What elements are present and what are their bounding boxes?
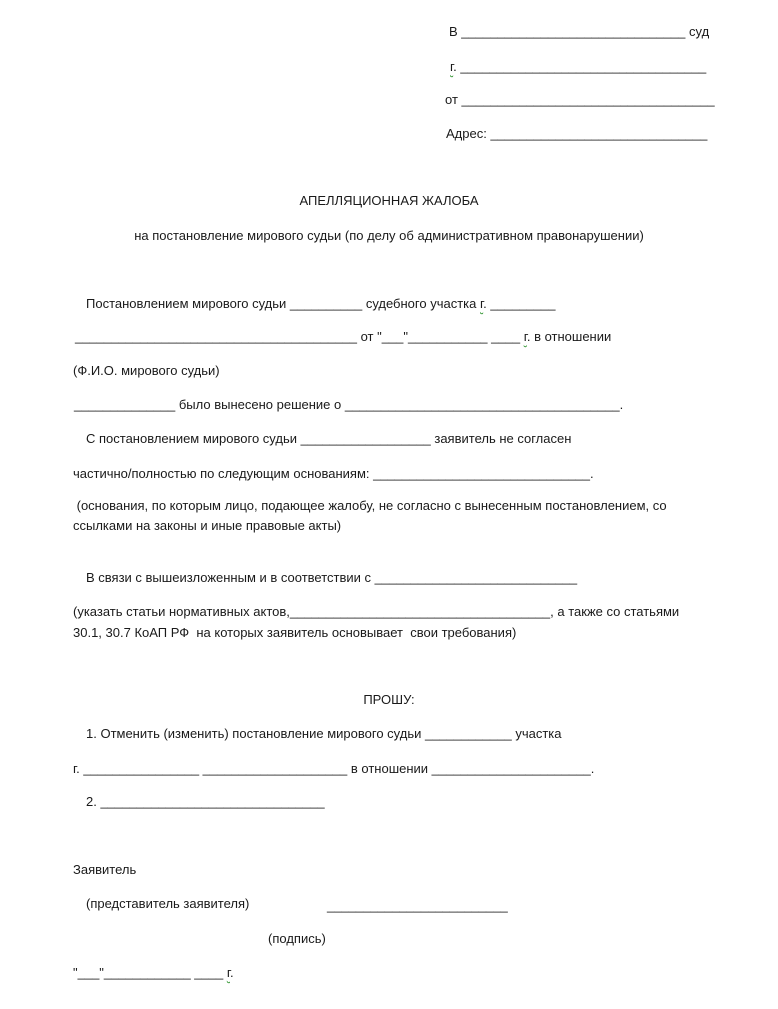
body-para-1 xyxy=(86,296,555,312)
grounds-caption-line-1: (основания, по которым лицо, подающее жалобу, не согласно с вынесенным постановлением, со xyxy=(73,498,667,513)
request-item-1-cont: г. ________________ ____________________ в отношении ______________________. xyxy=(73,761,595,776)
body-para-2 xyxy=(75,329,611,345)
body-para-8: В связи с вышеизложенным и в соответствии с ____________________________ xyxy=(86,570,578,585)
body-para-2-city: г xyxy=(523,329,527,344)
signature-line: _________________________ xyxy=(327,898,508,913)
statutes-caption-line-1: (указать статьи нормативных актов,____________________________________, а также со статьями xyxy=(73,604,680,619)
body-para-5: С постановлением мирового судьи __________________ заявитель не согласен xyxy=(86,431,572,446)
request-heading: ПРОШУ: xyxy=(363,692,415,707)
date-text: "___"____________ ____ xyxy=(73,965,227,980)
city-rest: . __________________________________ xyxy=(453,59,707,74)
body-para-1-tail: . _________ xyxy=(483,296,556,311)
body-para-2-tail: . в отношении xyxy=(526,329,612,344)
request-item-1: 1. Отменить (изменить) постановление мирового судьи ____________ участка xyxy=(86,726,562,741)
representative-label: (представитель заявителя) xyxy=(86,896,250,911)
date-year-suffix: г xyxy=(226,965,230,980)
body-para-4: ______________ было вынесено решение о ______________________________________. xyxy=(74,397,624,412)
from-line: от ___________________________________ xyxy=(445,92,715,107)
address-line: Адрес: ______________________________ xyxy=(446,126,708,141)
judge-name-caption: (Ф.И.О. мирового судьи) xyxy=(73,363,220,378)
body-para-1-city: г xyxy=(480,296,484,311)
body-para-1-text: Постановлением мирового судьи __________ судебного участка xyxy=(86,296,480,311)
statutes-caption-line-2: 30.1, 30.7 КоАП РФ на которых заявитель основывает свои требования) xyxy=(73,625,517,640)
date-tail: . xyxy=(229,965,234,980)
city-line xyxy=(450,59,706,75)
document-subtitle: на постановление мирового судьи (по делу об административном правонарушении) xyxy=(134,228,644,243)
request-item-2: 2. _______________________________ xyxy=(86,794,325,809)
court-line: В _______________________________ суд xyxy=(449,24,710,39)
grounds-caption-line-2: ссылками на законы и иные правовые акты) xyxy=(73,518,342,533)
signature-caption: (подпись) xyxy=(268,931,326,946)
applicant-label: Заявитель xyxy=(73,862,137,877)
city-prefix: г xyxy=(450,59,454,74)
date-line xyxy=(73,965,234,981)
body-para-6: частично/полностью по следующим основаниям: ______________________________. xyxy=(73,466,594,481)
body-para-2-text: _______________________________________ от "___"___________ ____ xyxy=(75,329,524,344)
document-title: АПЕЛЛЯЦИОННАЯ ЖАЛОБА xyxy=(299,193,479,208)
